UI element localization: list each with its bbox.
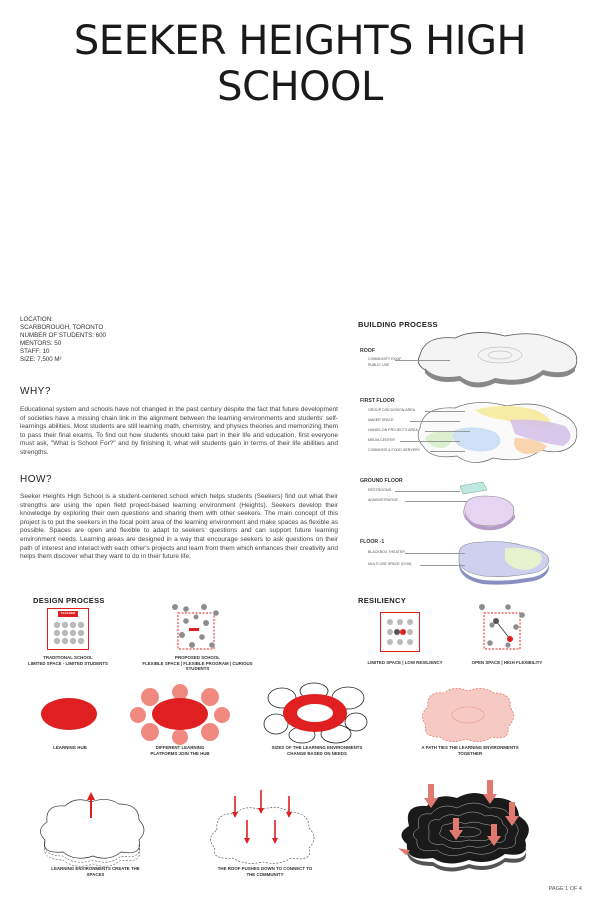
- first-floor-label: FIRST FLOOR: [360, 398, 395, 404]
- staff-count: STAFF: 10: [20, 348, 50, 355]
- resiliency-title: RESILIENCY: [358, 596, 407, 605]
- limited-caption: LIMITED SPACE | LOW RESILIENCY: [367, 660, 443, 665]
- design-process-title: DESIGN PROCESS: [33, 596, 105, 605]
- ground-item-2: ADMINISTRATIVE: [368, 498, 398, 502]
- page-number: PAGE 1 OF 4: [548, 886, 582, 892]
- roof-label: ROOF: [360, 348, 375, 354]
- sizes-diagram: [262, 682, 368, 744]
- roof-diagram: [415, 330, 585, 392]
- floor-minus-diagram: [455, 536, 555, 584]
- why-text: Educational system and schools have not changed in the past century despite the fact that future development of societies have a missing chain link in the alignment between the learning environments and students' self-learnings abilities. Most students are still learning math, chemistry, and physics theories and memorizing them to pass their final exams. To find out how students should take part in their life and education, first everyone must ask, "What is School For?" and by finishing it, what will students gain in terms of their life abilities and strengths.: [20, 406, 338, 456]
- roof-item-1: COMMUNITY ROOF: [368, 357, 402, 361]
- learning-platforms-diagram: [130, 685, 230, 743]
- why-heading: WHY?: [20, 386, 51, 397]
- project-info: [20, 316, 106, 364]
- ground-floor-label: GROUND FLOOR: [360, 478, 403, 484]
- first-item-4: MEDIA CENTER: [368, 438, 395, 442]
- minus-item-1: BLACKBOX THEATER: [368, 550, 405, 554]
- mentors-count: MENTORS: 50: [20, 340, 62, 347]
- ground-floor-diagram: [455, 478, 525, 530]
- first-item-2: MAKER SPACE: [368, 418, 394, 422]
- limited-space-diagram: [380, 612, 420, 652]
- traditional-caption: TRADITIONAL SCHOOL LIMITED SPACE - LIMITED STUDENTS: [28, 655, 108, 666]
- minus-item-2: MULTI USE SPACE (GYM): [368, 562, 412, 566]
- building-process-title: BUILDING PROCESS: [358, 320, 438, 329]
- page-title: SEEKER HEIGHTS HIGH SCHOOL: [73, 18, 527, 110]
- first-item-5: COMMONS & FOOD SERVERY: [368, 448, 420, 452]
- proposed-caption: PROPOSED SCHOOL FLEXIBLE SPACE | FLEXIBLE PROGRAM | CURIOUS STUDENTS: [142, 655, 253, 672]
- create-caption: LEARNING ENVIRONMENTS CREATE THE SPACES: [51, 866, 140, 877]
- learning-hub-diagram: [40, 697, 98, 731]
- platforms-caption: DIFFERENT LEARNING PLATFORMS JOIN THE HUB: [150, 745, 210, 756]
- ground-item-1: RESTROOMS: [368, 488, 392, 492]
- how-text: Seeker Heights High School is a student-centered school which helps students (Seekers) find out what their strengths are using the open field project-based learning environment (Heights). Seekers develop their knowledge by exploring their own questions and sharing them with other seekers. The main concept of this project is to put the seekers in the focal point area of the learning environment and make spaces as flexible as possible. Spaces are open and flexible to adapt to seekers' questions and can support future learning environment needs. Learning areas are designed in a way that encourage seekers to ask questions on their path of interest and interact with each other's projects and learn from them which enhances their creativity and helps them discover what they want to do in their future life.: [20, 493, 338, 561]
- environments-create-spaces-diagram: [35, 790, 155, 865]
- roof-pushes-diagram: [205, 790, 325, 865]
- open-space-diagram: [478, 603, 528, 653]
- location-label: LOCATION:: [20, 316, 53, 323]
- hub-caption: LEARNING HUB: [53, 745, 87, 750]
- students-count: NUMBER OF STUDENTS: 600: [20, 332, 106, 339]
- proposed-school-diagram: [172, 603, 222, 653]
- sizes-caption: SIZES OF THE LEARNING ENVIRONMENTS CHANGE BASED ON NEEDS: [271, 745, 363, 756]
- location-value: SCARBOROUGH, TORONTO: [20, 324, 104, 331]
- how-heading: HOW?: [20, 474, 52, 485]
- path-caption: A PATH TIES THE LEARNING ENVIRONMENTS TOGETHER: [421, 745, 519, 756]
- roof-item-2: PUBLIC USE: [368, 363, 390, 367]
- roof-3d-diagram: [395, 778, 545, 873]
- first-item-3: HANDS-ON PROJECTS AREA: [368, 428, 418, 432]
- teacher-label: TEACHER: [60, 611, 76, 615]
- open-caption: OPEN SPACE | HIGH FLEXIBILITY: [471, 660, 543, 665]
- first-item-1: GROUP DISCUSSION AREA: [368, 408, 416, 412]
- site-size: SIZE: 7,500 M²: [20, 356, 62, 363]
- roof-push-caption: THE ROOF PUSHES DOWN TO CONNECT TO THE COMMUNITY: [217, 866, 313, 877]
- floor-minus-label: FLOOR -1: [360, 539, 385, 545]
- path-diagram: [418, 685, 518, 743]
- first-floor-diagram: [415, 398, 585, 470]
